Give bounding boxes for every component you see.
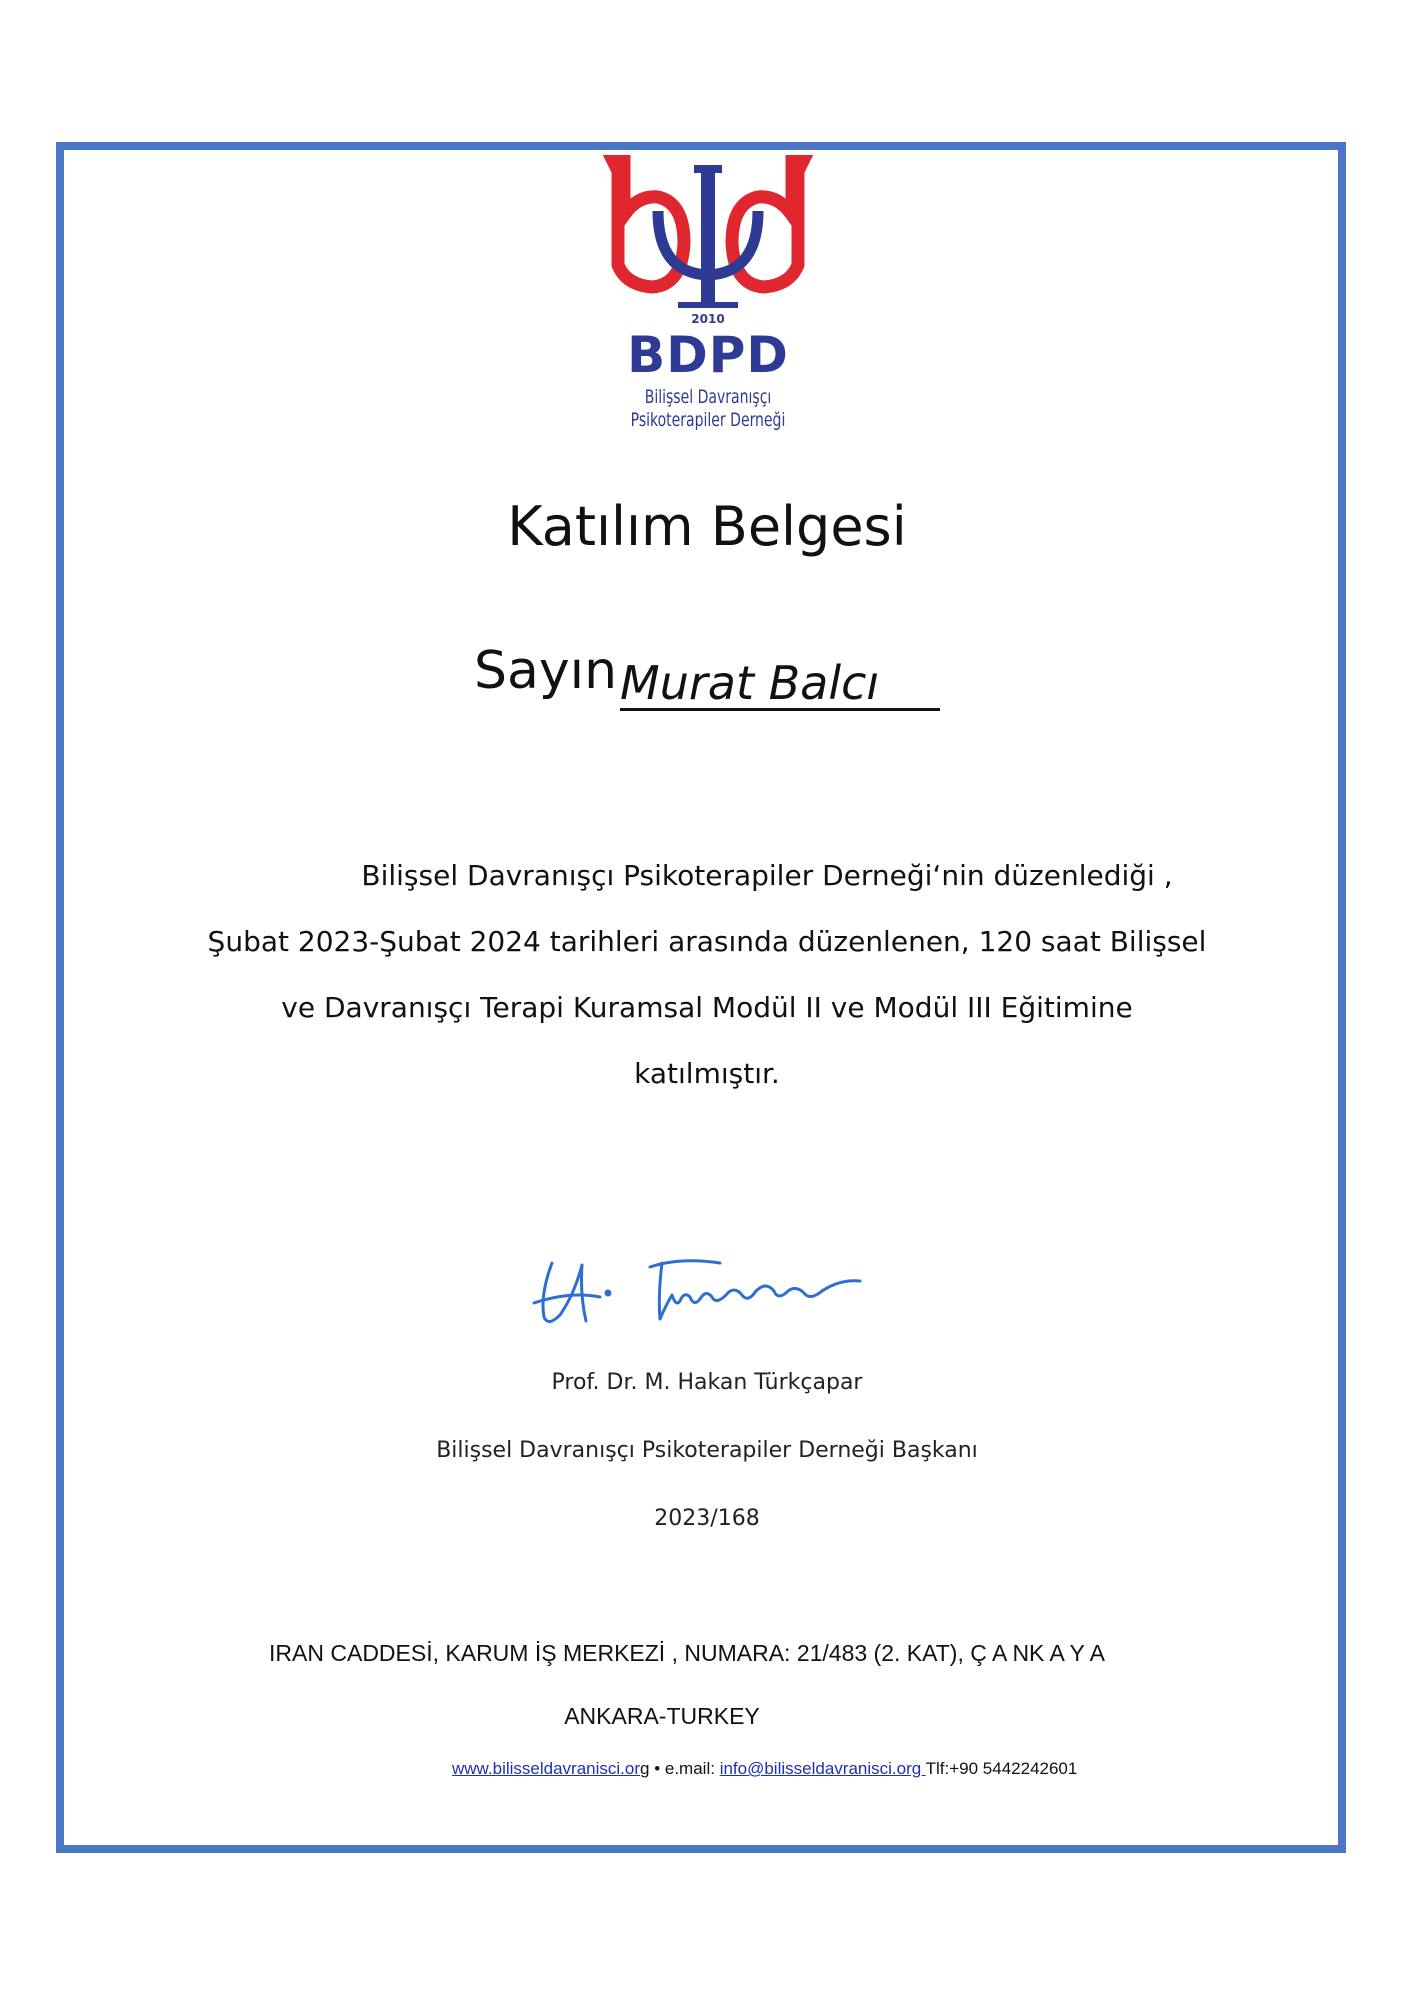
handwritten-signature: [530, 1245, 890, 1335]
body-line-4: katılmıştır.: [634, 1057, 780, 1090]
recipient-name: Murat Balcı: [620, 660, 940, 711]
contact-line: [452, 1760, 1077, 1777]
body-line-1: Bilişsel Davranışçı Psikoterapiler Derneği‘nin düzenlediği ,: [361, 859, 1173, 892]
body-line-3: ve Davranışçı Terapi Kuramsal Modül II ve Modül III Eğitimine: [281, 991, 1133, 1024]
signatory-role: Bilişsel Davranışçı Psikoterapiler Derneği Başkanı: [436, 1438, 978, 1463]
address-line-2: ANKARA-TURKEY: [564, 1703, 760, 1729]
website-link[interactable]: www.bilisseldavranisci.or: [452, 1759, 641, 1778]
email-link[interactable]: info@bilisseldavranisci.org: [719, 1759, 926, 1778]
signatory-name: Prof. Dr. M. Hakan Türkçapar: [551, 1370, 863, 1395]
psi-emblem-icon: [598, 155, 818, 330]
salutation: Sayın: [474, 641, 618, 701]
logo-name-line2: Psikoterapiler Derneği: [630, 409, 786, 431]
address-line-1: IRAN CADDESİ, KARUM İŞ MERKEZİ , NUMARA: 21/483 (2. KAT), Ç A NK A Y A: [269, 1640, 1105, 1666]
logo-acronym: BDPD: [627, 326, 789, 384]
body-line-2: Şubat 2023-Şubat 2024 tarihleri arasında düzenlenen, 120 saat Bilişsel: [207, 925, 1207, 958]
email-separator: • e.mail:: [649, 1759, 720, 1778]
bdpd-logo: [598, 155, 818, 445]
phone-number: Tlf:+90 5442242601: [925, 1759, 1078, 1778]
certificate-title: Katılım Belgesi: [507, 495, 907, 558]
logo-name-line1: Bilişsel Davranışçı: [644, 386, 772, 408]
logo-year: 2010: [691, 312, 725, 326]
website-suffix: g: [640, 1759, 650, 1778]
reference-number: 2023/168: [654, 1506, 760, 1531]
